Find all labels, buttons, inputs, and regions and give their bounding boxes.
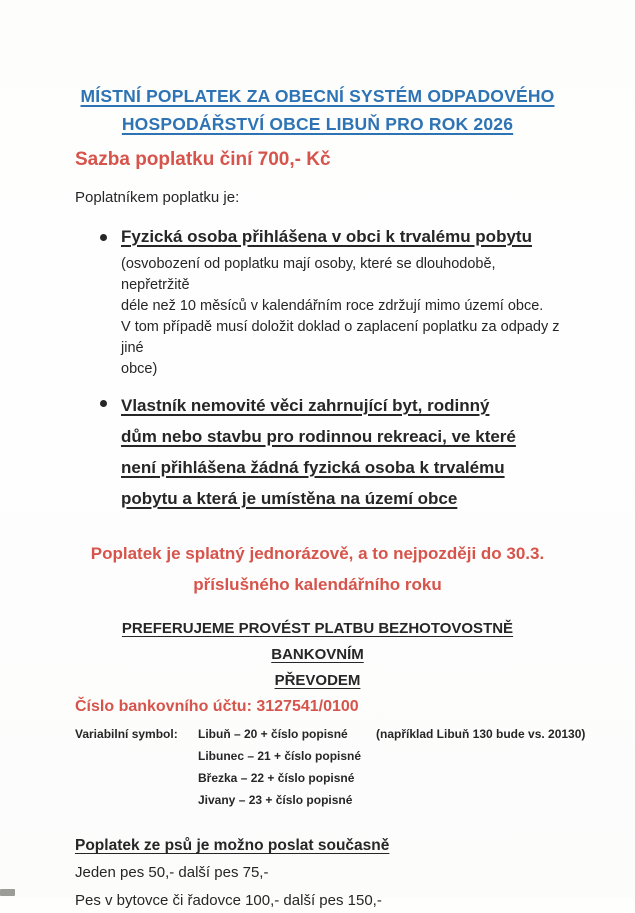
bullet1-heading [121,224,560,250]
bullet1-body [121,224,560,380]
document-title [75,82,560,138]
variable-symbol-row [75,723,586,745]
dog-fee-heading: Poplatek ze psů je možno poslat současně [75,837,390,854]
transfer-heading-line: PREFERUJEME PROVÉST PLATBU BEZHOTOVOSTNĚ BANKOVNÍM [121,620,514,663]
bullet2-body [121,390,560,514]
dog-fee-line: Pes v bytovce či řadovce 100,- další pes 150,- [75,892,382,909]
variable-symbol-example: (například Libuň 130 bude vs. 20130) [376,727,586,741]
bullet2-heading-line: není přihlášena žádná fyzická osoba k trvalému [121,458,505,477]
variable-symbol-value: Jivany – 23 + číslo popisné [198,793,353,807]
variable-symbol-label: Variabilní symbol: [75,727,178,741]
document-title-line-1: MÍSTNÍ POPLATEK ZA OBECNÍ SYSTÉM ODPADOVÉHO [80,86,555,106]
document-title-line-2: HOSPODÁŘSTVÍ OBCE LIBUŇ PRO ROK 2026 [121,114,514,134]
note-line: (osvobození od poplatku mají osoby, které se dlouhodobě, nepřetržitě [121,256,496,293]
payer-bullet-list [75,224,560,514]
transfer-heading-line: PŘEVODEM [274,672,361,689]
bullet1-exemption-note [121,254,560,380]
bullet2-heading-line: pobytu a která je umístěna na území obce [121,489,458,508]
bullet2-heading-line: Vlastník nemovité věci zahrnující byt, rodinný [121,396,490,415]
bullet2-heading [121,390,560,514]
due-notice-line: Poplatek je splatný jednorázově, a to nejpozději do 30.3. [90,544,545,563]
variable-symbol-value: Libuň – 20 + číslo popisné [198,727,348,741]
variable-symbol-value: Libunec – 21 + číslo popisné [198,749,362,763]
scan-artifact [0,889,15,896]
variable-symbol-value: Březka – 22 + číslo popisné [198,771,355,785]
bullet-icon [100,234,107,241]
bullet1-heading-text: Fyzická osoba přihlášena v obci k trvalému pobytu [121,227,532,246]
list-item [75,224,560,380]
bank-account-label: Číslo bankovního účtu: [75,698,252,715]
variable-symbol-block [75,723,586,811]
bullet2-heading-line: dům nebo stavbu pro rodinnou rekreaci, ve které [121,427,516,446]
payment-due-notice [75,538,560,600]
due-notice-line: příslušného kalendářního roku [193,575,442,594]
note-line: obce) [121,361,158,377]
variable-symbol-row [75,767,560,789]
payer-intro-text: Poplatníkem poplatku je: [75,189,240,206]
bank-account-line [75,697,560,717]
bank-transfer-heading [75,616,560,694]
note-line: V tom případě musí doložit doklad o zaplacení poplatku za odpady z jiné [121,319,560,356]
dog-fee-section [75,835,560,913]
list-item [75,390,560,514]
variable-symbol-row [75,745,560,767]
bullet-icon [100,400,107,407]
dog-fee-line: Jeden pes 50,- další pes 75,- [75,864,269,881]
variable-symbol-row [75,789,560,811]
fee-rate-statement: Sazba poplatku činí 700,- Kč [75,149,331,170]
note-line: déle než 10 měsíců v kalendářním roce zdržují mimo území obce. [121,298,544,314]
bank-account-number: 3127541/0100 [256,698,359,715]
